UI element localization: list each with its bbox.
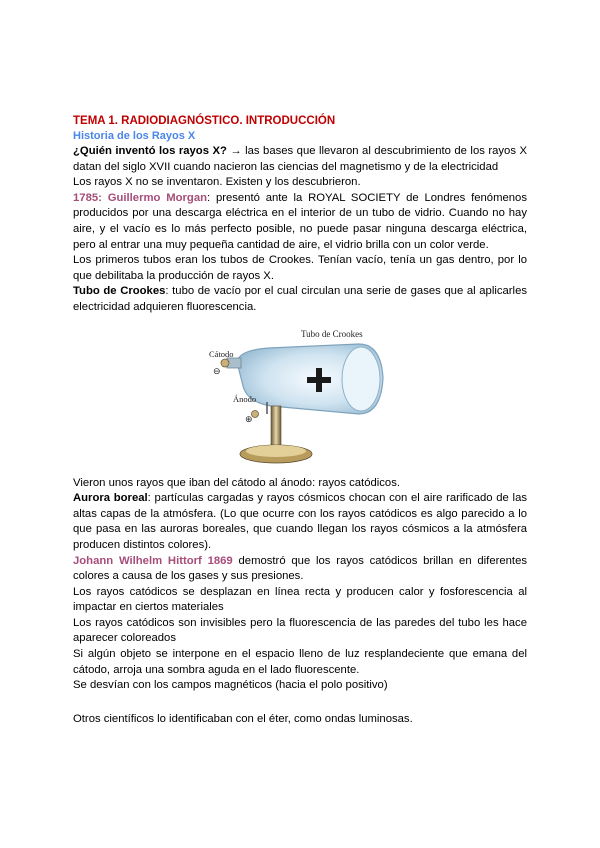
- aurora-paragraph: [73, 491, 527, 553]
- question-text: → las bases que llevaron al descubrimiento de los rayos X datan del siglo XVII cuando nacieron las ciencias del magnetismo y de la electricidad: [73, 145, 527, 173]
- morgan-text: : presentó ante la ROYAL SOCIETY de Londres fenómenos producidos por una descarga eléctrica en el interior de un tubo de vidrio. Cuando no hay aire, y el vacío es lo más perfecto posible, no puede pasar ninguna descarga eléctrica, pero al entrar una muy pequeña cantidad de aire, el vidrio brilla con un color verde.: [73, 191, 527, 251]
- label-anode: Ánodo: [233, 393, 257, 404]
- question-bold: ¿Quién inventó los rayos X?: [73, 145, 227, 157]
- fluorescent-screen: [342, 347, 380, 411]
- paragraph-magnetic: Se desvían con los campos magnéticos (hacia el polo positivo): [73, 679, 388, 692]
- crookes-tube-figure: [209, 322, 391, 472]
- paragraph-shadow: Si algún objeto se interpone en el espacio lleno de luz resplandeciente que emana del cátodo, arroja una sombra aguda en el lado fluorescente.: [73, 648, 527, 676]
- question-paragraph: [73, 144, 527, 175]
- crookes-paragraph: [73, 284, 527, 315]
- paragraph-straight-line: Los rayos catódicos se desplazan en línea recta y producen calor y fosforescencia al impactar en ciertos materiales: [73, 585, 527, 614]
- cathode-minus-sign: ⊖: [213, 365, 221, 376]
- crookes-text: : tubo de vacío por el cual circulan una serie de gases que al aplicarles electricidad adquieren fluorescencia.: [73, 285, 527, 313]
- paragraph-cathode-rays: Vieron unos rayos que iban del cátodo al ánodo: rayos catódicos.: [73, 476, 400, 489]
- label-cathode: Cátodo: [209, 348, 234, 359]
- morgan-paragraph: [73, 191, 527, 253]
- cathode-terminal: [221, 359, 229, 367]
- paragraph-first-tubes: Los primeros tubos eran los tubos de Crookes. Tenían vacío, tenía un gas dentro, por lo que debilitaba la producción de rayos X.: [73, 254, 527, 282]
- crookes-bold: Tubo de Crookes: [73, 285, 166, 298]
- hittorf-text: demostró que los rayos catódicos brillan en diferentes colores a causa de los gases y sus presiones.: [73, 554, 528, 583]
- paragraph-ether: Otros científicos lo identificaban con el éter, como ondas luminosas.: [73, 712, 413, 725]
- hittorf-paragraph: [73, 554, 527, 585]
- stand-base-top: [246, 445, 306, 457]
- morgan-name: 1785: Guillermo Morgan: [73, 191, 208, 204]
- document-page: [73, 113, 527, 727]
- paragraph-not-invented: Los rayos X no se inventaron. Existen y los descubrieron.: [73, 176, 361, 189]
- section-subtitle: Historia de los Rayos X: [73, 130, 196, 142]
- aurora-text: : partículas cargadas y rayos cósmicos chocan con el aire rarificado de las altas capas de la atmósfera. (Lo que ocurre con los rayos catódicos es algo parecido a lo que pasa en las auroras boreales, que cuando llegan los rayos cósmicos a la atmósfera producen distintos colores).: [73, 492, 527, 551]
- anode-terminal: [252, 410, 259, 417]
- hittorf-name: Johann Wilhelm Hittorf 1869: [73, 554, 233, 567]
- crookes-tube-illustration: [209, 322, 391, 472]
- paragraph-invisible: Los rayos catódicos son invisibles pero la fluorescencia de las paredes del tubo les hace aparecer coloreados: [73, 616, 527, 645]
- label-tube: Tubo de Crookes: [301, 328, 363, 339]
- stand-post: [271, 406, 281, 448]
- spacer: [73, 694, 527, 712]
- anode-plus-sign: ⊕: [245, 413, 253, 424]
- aurora-bold: Aurora boreal: [73, 492, 148, 505]
- page-title: TEMA 1. RADIODIAGNÓSTICO. INTRODUCCIÓN: [73, 115, 336, 127]
